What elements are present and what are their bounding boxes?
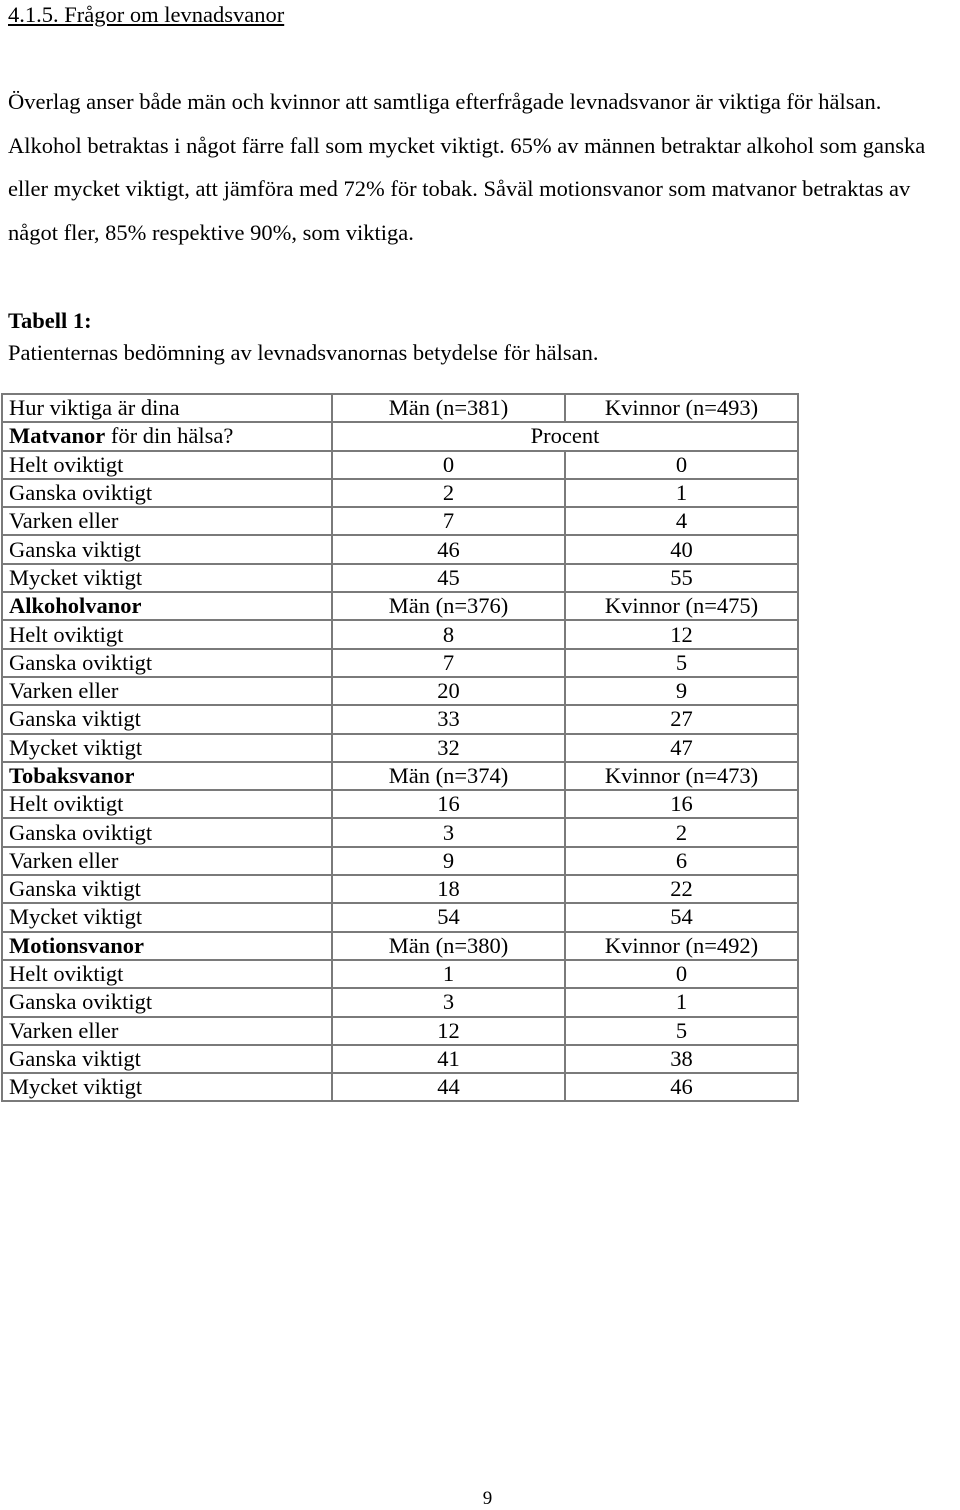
- table-header-row: [2, 394, 798, 422]
- results-table: [1, 393, 799, 1102]
- row-label: Ganska oviktigt: [2, 649, 332, 677]
- men-header: Män (n=376): [332, 592, 565, 620]
- section-header-row: [2, 932, 798, 960]
- men-value: 46: [332, 535, 565, 563]
- page-number: 9: [482, 1488, 493, 1509]
- row-label: Mycket viktigt: [2, 564, 332, 592]
- women-value: 16: [565, 790, 798, 818]
- row-label: Varken eller: [2, 507, 332, 535]
- section-title: Motionsvanor: [2, 932, 332, 960]
- table-caption-text: Patienternas bedömning av levnadsvanornas betydelse för hälsan.: [8, 340, 599, 365]
- table-row: [2, 535, 798, 563]
- row-label: Varken eller: [2, 677, 332, 705]
- section-title: Tobaksvanor: [2, 762, 332, 790]
- women-value: 4: [565, 507, 798, 535]
- row-label: Varken eller: [2, 1017, 332, 1045]
- table-row: [2, 564, 798, 592]
- men-header: Män (n=381): [332, 394, 565, 422]
- men-value: 8: [332, 620, 565, 648]
- row-label: Ganska viktigt: [2, 875, 332, 903]
- row-label: Ganska viktigt: [2, 535, 332, 563]
- men-value: 12: [332, 1017, 565, 1045]
- row-label: Mycket viktigt: [2, 1073, 332, 1101]
- table-row: [2, 479, 798, 507]
- section-title: Alkoholvanor: [2, 592, 332, 620]
- women-value: 54: [565, 903, 798, 931]
- row-label: Ganska viktigt: [2, 705, 332, 733]
- women-value: 0: [565, 451, 798, 479]
- women-value: 12: [565, 620, 798, 648]
- row-label: Helt oviktigt: [2, 451, 332, 479]
- row-label: Mycket viktigt: [2, 903, 332, 931]
- section-title: Matvanor: [9, 423, 106, 449]
- table-row: [2, 507, 798, 535]
- table-row: [2, 451, 798, 479]
- table-row: [2, 1073, 798, 1101]
- women-value: 38: [565, 1045, 798, 1073]
- women-value: 9: [565, 677, 798, 705]
- table-row: [2, 1017, 798, 1045]
- men-value: 18: [332, 875, 565, 903]
- table-row: [2, 649, 798, 677]
- men-value: 3: [332, 988, 565, 1016]
- table-row: [2, 960, 798, 988]
- section-heading: 4.1.5. Frågor om levnadsvanor: [8, 2, 285, 27]
- row-label: Ganska oviktigt: [2, 479, 332, 507]
- men-value: 2: [332, 479, 565, 507]
- section-header-row: [2, 762, 798, 790]
- question-suffix: för din hälsa?: [105, 423, 234, 449]
- women-value: 55: [565, 564, 798, 592]
- women-header: Kvinnor (n=493): [565, 394, 798, 422]
- row-label: Helt oviktigt: [2, 790, 332, 818]
- men-value: 44: [332, 1073, 565, 1101]
- table-caption: [8, 305, 598, 369]
- row-label: Helt oviktigt: [2, 620, 332, 648]
- table-row: [2, 705, 798, 733]
- men-value: 32: [332, 734, 565, 762]
- table-caption-title: Tabell 1:: [8, 308, 92, 333]
- row-label: Mycket viktigt: [2, 734, 332, 762]
- section-title-cell: [2, 422, 332, 450]
- men-value: 16: [332, 790, 565, 818]
- men-value: 0: [332, 451, 565, 479]
- table-row: [2, 1045, 798, 1073]
- women-value: 6: [565, 847, 798, 875]
- table-row: [2, 734, 798, 762]
- women-value: 5: [565, 1017, 798, 1045]
- table-row: [2, 875, 798, 903]
- men-value: 45: [332, 564, 565, 592]
- men-header: Män (n=380): [332, 932, 565, 960]
- women-value: 2: [565, 818, 798, 846]
- table-row: [2, 988, 798, 1016]
- table-subheader-row: [2, 422, 798, 450]
- women-value: 1: [565, 988, 798, 1016]
- women-value: 0: [565, 960, 798, 988]
- table-row: [2, 790, 798, 818]
- women-value: 5: [565, 649, 798, 677]
- women-value: 22: [565, 875, 798, 903]
- section-header-row: [2, 592, 798, 620]
- men-value: 20: [332, 677, 565, 705]
- row-label: Varken eller: [2, 847, 332, 875]
- row-label: Ganska viktigt: [2, 1045, 332, 1073]
- table-row: [2, 818, 798, 846]
- women-header: Kvinnor (n=473): [565, 762, 798, 790]
- men-header: Män (n=374): [332, 762, 565, 790]
- intro-paragraph: Överlag anser både män och kvinnor att samtliga efterfrågade levnadsvanor är viktiga för hälsan. Alkohol betraktas i något färre fall som mycket viktigt. 65% av männen betraktar alkohol som ganska eller mycket viktigt, att jämföra med 72% för tobak. Såväl motionsvanor som matvanor betraktas av något fler, 85% respektive 90%, som viktiga.: [8, 89, 926, 245]
- women-header: Kvinnor (n=492): [565, 932, 798, 960]
- men-value: 33: [332, 705, 565, 733]
- table-row: [2, 677, 798, 705]
- table-row: [2, 903, 798, 931]
- women-value: 46: [565, 1073, 798, 1101]
- women-value: 1: [565, 479, 798, 507]
- men-value: 54: [332, 903, 565, 931]
- row-label: Ganska oviktigt: [2, 988, 332, 1016]
- row-label: Helt oviktigt: [2, 960, 332, 988]
- men-value: 7: [332, 507, 565, 535]
- men-value: 1: [332, 960, 565, 988]
- men-value: 7: [332, 649, 565, 677]
- men-value: 9: [332, 847, 565, 875]
- question-label: Hur viktiga är dina: [2, 394, 332, 422]
- women-value: 40: [565, 535, 798, 563]
- men-value: 3: [332, 818, 565, 846]
- unit-label: Procent: [332, 422, 798, 450]
- table-row: [2, 847, 798, 875]
- women-header: Kvinnor (n=475): [565, 592, 798, 620]
- women-value: 47: [565, 734, 798, 762]
- row-label: Ganska oviktigt: [2, 818, 332, 846]
- men-value: 41: [332, 1045, 565, 1073]
- table-row: [2, 620, 798, 648]
- women-value: 27: [565, 705, 798, 733]
